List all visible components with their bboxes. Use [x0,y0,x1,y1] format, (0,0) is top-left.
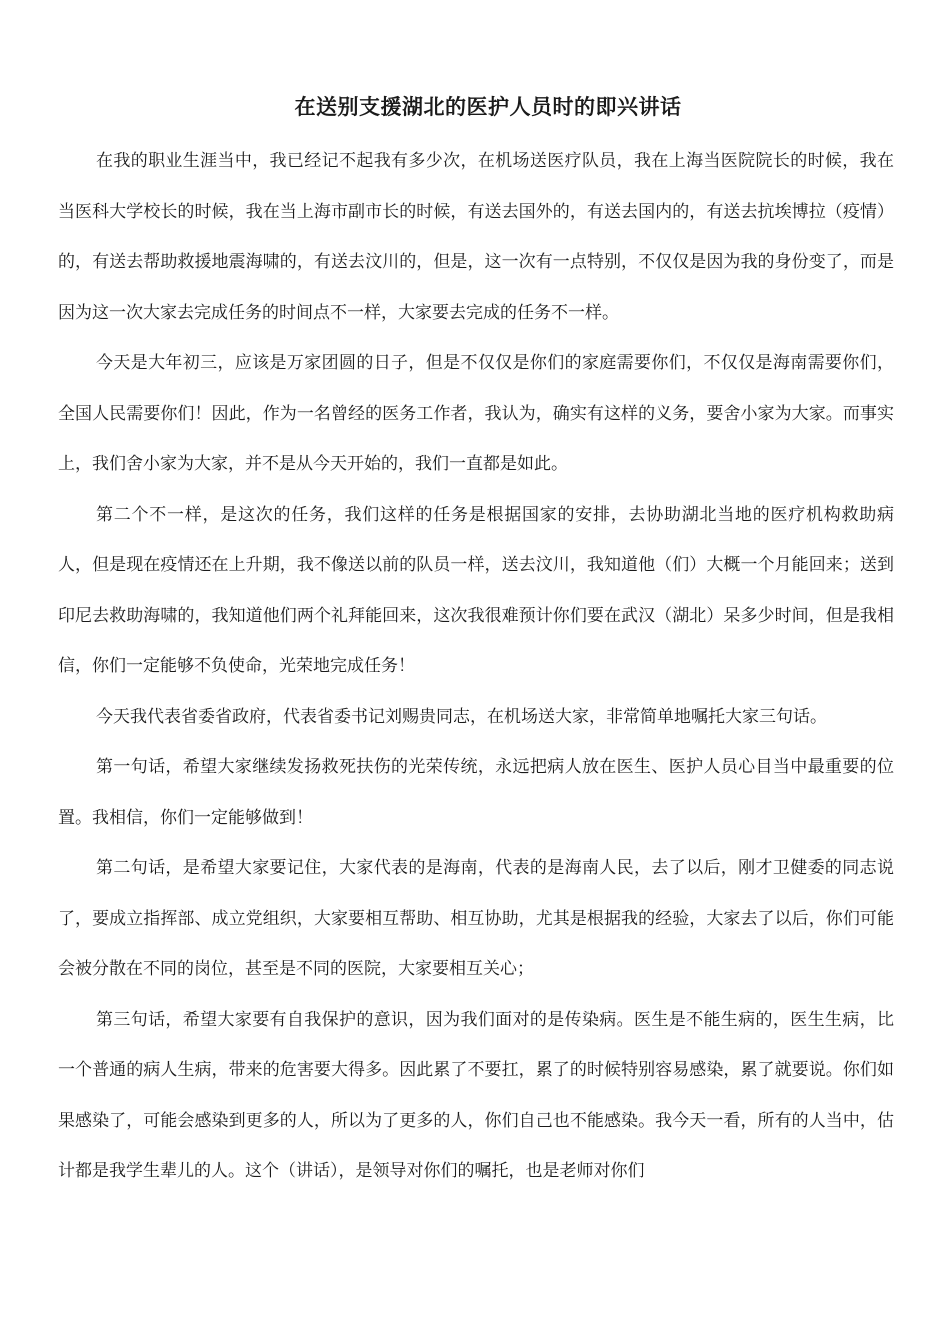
paragraph-1: 在我的职业生涯当中，我已经记不起我有多少次，在机场送医疗队员，我在上海当医院院长的时候，我在当医科大学校长的时候，我在当上海市副市长的时候，有送去国外的，有送去国内的，有送去抗埃博拉（疫情）的，有送去帮助救援地震海啸的，有送去汶川的，但是，这一次有一点特别，不仅仅是因为我的身份变了，而是因为这一次大家去完成任务的时间点不一样，大家要去完成的任务不一样。 [58,151,894,323]
document-page [58,92,894,1197]
paragraph-6: 第二句话，是希望大家要记住，大家代表的是海南，代表的是海南人民，去了以后，刚才卫健委的同志说了，要成立指挥部、成立党组织，大家要相互帮助、相互协助，尤其是根据我的经验，大家去了以后，你们可能会被分散在不同的岗位，甚至是不同的医院，大家要相互关心； [58,858,894,979]
document-title: 在送别支援湖北的医护人员时的即兴讲话 [294,95,682,119]
paragraph-5: 第一句话，希望大家继续发扬救死扶伤的光荣传统，永远把病人放在医生、医护人员心目当中最重要的位置。我相信，你们一定能够做到！ [58,757,894,828]
paragraph-4: 今天我代表省委省政府，代表省委书记刘赐贵同志，在机场送大家，非常简单地嘱托大家三句话。 [96,706,827,727]
paragraph-7: 第三句话，希望大家要有自我保护的意识，因为我们面对的是传染病。医生是不能生病的，医生生病，比一个普通的病人生病，带来的危害要大得多。因此累了不要扛，累了的时候特别容易感染，累了就要说。你们如果感染了，可能会感染到更多的人，所以为了更多的人，你们自己也不能感染。我今天一看，所有的人当中，估计都是我学生辈儿的人。这个（讲话），是领导对你们的嘱托，也是老师对你们 [58,1009,894,1181]
paragraph-3: 第二个不一样，是这次的任务，我们这样的任务是根据国家的安排，去协助湖北当地的医疗机构救助病人，但是现在疫情还在上升期，我不像送以前的队员一样，送去汶川，我知道他（们）大概一个月能回来；送到印尼去救助海啸的，我知道他们两个礼拜能回来，这次我很难预计你们要在武汉（湖北）呆多少时间，但是我相信，你们一定能够不负使命，光荣地完成任务！ [58,504,894,676]
paragraph-2: 今天是大年初三，应该是万家团圆的日子，但是不仅仅是你们的家庭需要你们，不仅仅是海南需要你们，全国人民需要你们！因此，作为一名曾经的医务工作者，我认为，确实有这样的义务，要舍小家为大家。而事实上，我们舍小家为大家，并不是从今天开始的，我们一直都是如此。 [58,353,894,474]
